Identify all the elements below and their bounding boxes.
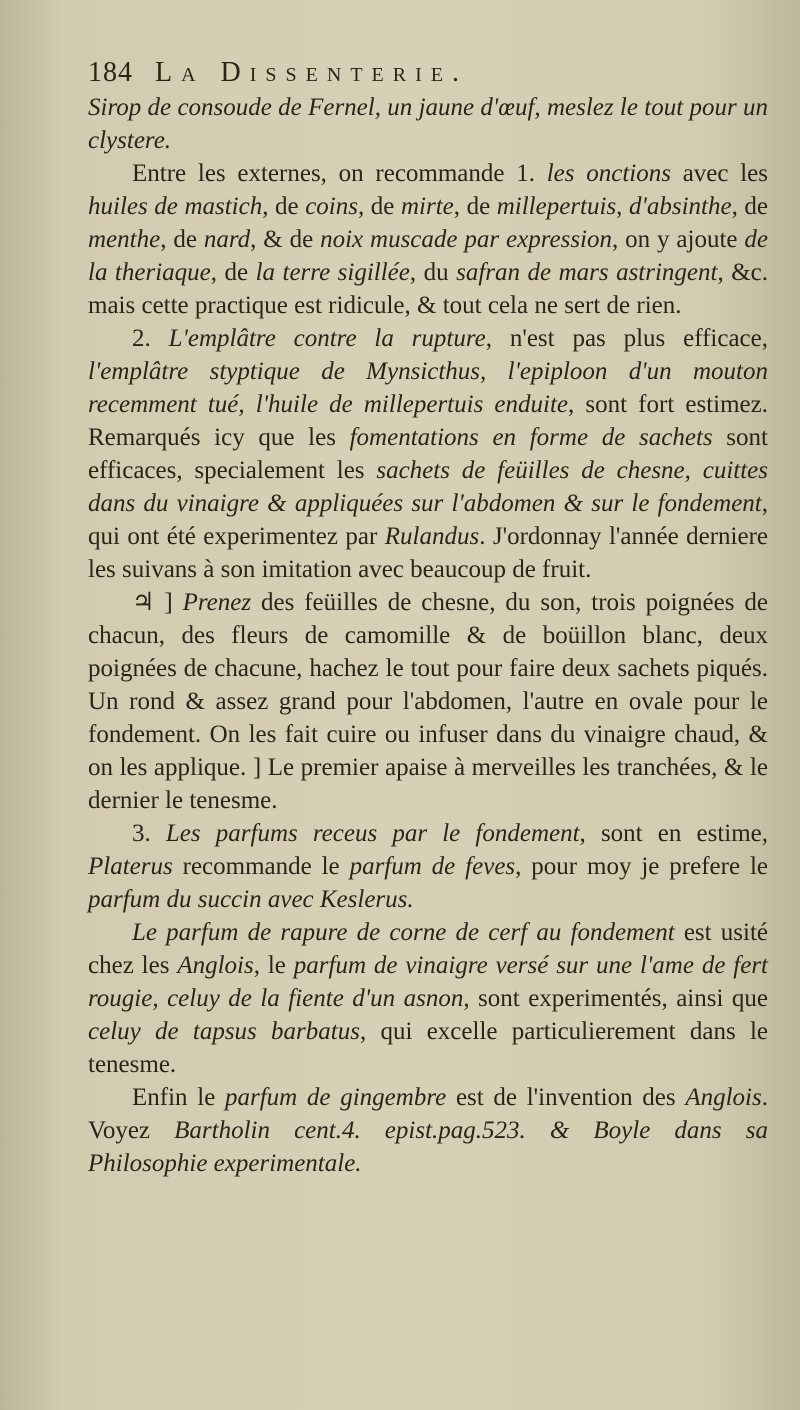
page-number: 184 (88, 57, 133, 88)
text-run: , du (409, 259, 457, 286)
italic-run: d'absinthe (629, 193, 732, 220)
paragraph (88, 916, 768, 1081)
italic-run: Prenez (182, 589, 252, 616)
italic-run: parfum de gingembre (225, 1084, 447, 1111)
italic-run: millepertuis (496, 193, 617, 220)
text-run: Enfin le (132, 1084, 225, 1111)
page-header (88, 56, 768, 89)
paragraph (88, 157, 768, 322)
italic-run: sachets de feüilles de chesne, cuittes dans du vinaigre & appliquées sur l'abdomen & sur le fondement (88, 457, 768, 517)
paragraph (88, 817, 768, 916)
text-run: , sont fort estimez. Remarqués icy que les (88, 391, 768, 451)
italic-run: Bartholin cent.4. epist.pag.523. & Boyle dans sa Philosophie experimentale. (88, 1117, 768, 1177)
italic-run: Anglois (177, 952, 254, 979)
paragraph (88, 91, 768, 157)
italic-run: de la theriaque (88, 226, 768, 286)
italic-run: safran de mars astringent (456, 259, 718, 286)
text-run: avec les (670, 160, 768, 187)
italic-run: parfum de feves (349, 853, 516, 880)
italic-run: celuy de tapsus barbatus (88, 1018, 360, 1045)
text-run: est de l'invention des (446, 1084, 686, 1111)
italic-run: les onctions (546, 160, 671, 187)
text-run: , qui excelle particulierement dans le tenesme. (88, 1018, 768, 1078)
text-run: , qui ont été experimentez par (88, 490, 768, 550)
paragraph (88, 322, 768, 586)
text-run: . J'ordonnay l'année derniere les suivans à son imitation avec beaucoup de fruit. (88, 523, 768, 583)
text-run: , &c. mais cette practique est ridicule, & tout cela ne sert de rien. (88, 259, 769, 319)
running-head: La Dissenterie. (155, 57, 468, 88)
paragraph (88, 586, 768, 817)
text-run: , de (357, 193, 401, 220)
text-run: , le (253, 952, 294, 979)
italic-run: fomentations en forme de sachets (349, 424, 713, 451)
italic-run: la terre sigillée (255, 259, 410, 286)
text-run: ♃ ] (132, 589, 183, 616)
text-run: Entre les externes, on recommande 1. (132, 160, 547, 187)
italic-run: huiles de mastich (88, 193, 263, 220)
text-run: sont efficaces, specialement les (88, 424, 768, 484)
italic-run: mirte (400, 193, 454, 220)
page-text (88, 44, 768, 1180)
text-run: , sont experimentés, ainsi que (463, 985, 768, 1012)
paragraph (88, 1081, 768, 1180)
italic-run: noix muscade par expression (320, 226, 612, 253)
text-run: , sont en estime, (579, 820, 769, 847)
text-run: , de (453, 193, 497, 220)
italic-run: Platerus (88, 853, 173, 880)
italic-run: l'emplâtre styptique de Mynsicthus, l'epiploon d'un mouton recemment tué, l'huile de millepertuis enduite (88, 358, 768, 418)
text-run: recommande le (172, 853, 350, 880)
italic-run: menthe (88, 226, 161, 253)
italic-run: coins (305, 193, 358, 220)
text-run: , & de (250, 226, 321, 253)
text-run: . Voyez (88, 1084, 768, 1144)
italic-run: L'emplâtre contre la rupture (168, 325, 486, 352)
text-run: , de (210, 259, 256, 286)
text-run: est usité chez les (88, 919, 768, 979)
italic-run: Le parfum de rapure de corne de cerf au fondement (132, 919, 675, 946)
italic-run: parfum du succin avec Keslerus. (88, 886, 414, 913)
text-run: , de (262, 193, 306, 220)
text-run: 2. (132, 325, 169, 352)
italic-run: Rulandus (384, 523, 480, 550)
italic-run: Les parfums receus par le fondement (165, 820, 580, 847)
text-run: des feüilles de chesne, du son, trois poignées de chacun, des fleurs de camomille & de boüillon blanc, deux poignées de chacune, hachez le tout pour faire deux sachets piqués. Un rond & assez grand pour l'abdomen, l'autre en ovale pour le fondement. On les fait cuire ou infuser dans du vinaigre chaud, & on les applique. ] Le premier apaise à merveilles les tranchées, & le dernier le tenesme. (88, 589, 768, 814)
text-run: , on y ajoute (612, 226, 745, 253)
text-run: , de (731, 193, 768, 220)
text-run: , (616, 193, 629, 220)
italic-run: nard (203, 226, 251, 253)
italic-run: Anglois (685, 1084, 762, 1111)
text-run: , n'est pas plus efficace, (485, 325, 768, 352)
text-run: , de (160, 226, 204, 253)
text-run: , pour moy je prefere le (515, 853, 769, 880)
italic-run: parfum de vinaigre versé sur une l'ame de fert rougie, celuy de la fiente d'un asnon (88, 952, 769, 1012)
text-run: 3. (132, 820, 166, 847)
italic-run: Sirop de consoude de Fernel, un jaune d'œuf, meslez le tout pour un clystere. (88, 94, 768, 154)
